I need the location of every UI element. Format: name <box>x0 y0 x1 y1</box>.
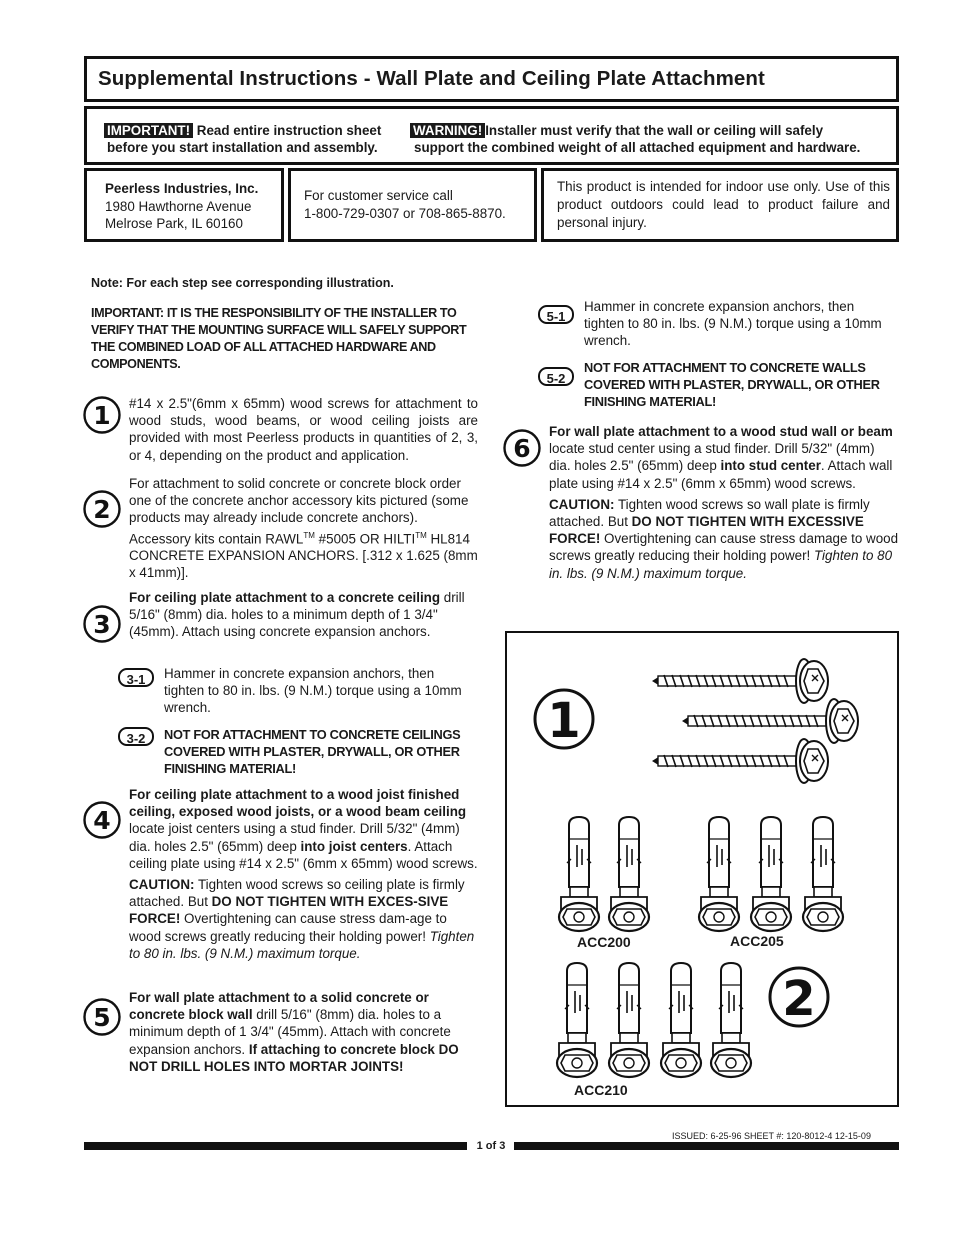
step-6-caution-label: CAUTION: <box>549 496 615 512</box>
figure-label-2: 2 <box>782 971 816 1027</box>
warning-line1: Installer must verify that the wall or ceiling will safely <box>485 123 824 138</box>
step-6-bold: For wall plate attachment to a wood stud wall or beam <box>549 424 893 439</box>
step-2-icon <box>82 489 122 529</box>
step-4-icon <box>82 800 122 840</box>
warning-banner <box>84 106 899 165</box>
step-4-caution-italic: Tighten to 80 in. lbs. (9 N.M.) maximum torque. <box>129 928 475 961</box>
important-notice <box>104 122 381 156</box>
page-title: Supplemental Instructions - Wall Plate and Ceiling Plate Attachment <box>84 56 899 102</box>
company-address <box>84 168 284 242</box>
step-4-body-a: locate joist centers using a stud finder. Drill 5/32" (4mm) dia. holes 2.5" (65mm) deep <box>129 821 460 854</box>
company-name: Peerless Industries, Inc. <box>105 181 259 196</box>
warning-tag: WARNING! <box>410 123 485 138</box>
acc210-label: ACC210 <box>574 1082 628 1098</box>
important-line1: Read entire instruction sheet <box>196 123 382 138</box>
step-6-caution-b: Overtightening can cause stress damage to wood screws greatly reducing their holding power! <box>549 531 899 564</box>
service-phone: 1-800-729-0307 or 708-865-8870. <box>304 205 506 221</box>
footer-bar-left <box>84 1142 467 1150</box>
step-5-bold2: If attaching to concrete block DO NOT DRILL HOLES INTO MORTAR JOINTS! <box>129 1041 459 1074</box>
step-1-icon <box>82 395 122 435</box>
rawl-trademark: TM <box>303 530 315 540</box>
step-5-1-text: Hammer in concrete expansion anchors, then tighten to 80 in. lbs. (9 N.M.) torque using a 10mm wrench. <box>584 299 882 349</box>
step-5-bold: For wall plate attachment to a solid concrete or concrete block wall <box>129 990 429 1023</box>
step-4-bold: For ceiling plate attachment to a wood joist finished ceiling, exposed wood joists, or a wood beam ceiling <box>129 787 467 820</box>
important-tag: IMPORTANT! <box>104 123 193 138</box>
step-5-2-badge: 5-2 <box>538 367 574 386</box>
disclaimer-text: This product is intended for indoor use only. Use of this product outdoors could lead to product failure and personal injury. <box>557 179 890 230</box>
step-3-bold: For ceiling plate attachment to a concrete ceiling <box>129 590 441 605</box>
step-6-bold2: into stud center <box>720 458 821 474</box>
step-4-caution <box>129 876 478 962</box>
step-4-caution-a: Tighten wood screws so ceiling plate is firmly attached. But <box>129 877 465 910</box>
step-4-text <box>129 786 478 962</box>
step-6-caution-a: Tighten wood screws so wall plate is firmly attached. But <box>549 496 870 530</box>
step-1-number: 1 <box>93 401 111 430</box>
step-4-caution-b: Overtightening can cause stress dam-age to wood screws greatly reducing their holding power! <box>129 911 447 944</box>
acc200-label: ACC200 <box>577 934 631 950</box>
step-3-1-text: Hammer in concrete expansion anchors, then tighten to 80 in. lbs. (9 N.M.) torque using a 10mm wrench. <box>164 666 462 716</box>
acc205-label: ACC205 <box>730 933 784 949</box>
step-6-text <box>549 423 899 582</box>
step-5-number: 5 <box>93 1003 111 1032</box>
important-line2: before you start installation and assembly. <box>107 140 378 155</box>
step-5-icon <box>82 997 122 1037</box>
step-5-body: drill 5/16" (8mm) dia. holes to a minimum depth of 1 3/4" (45mm). Attach with concrete expansion anchors. <box>129 1007 451 1057</box>
page-number: 1 of 3 <box>476 1140 506 1152</box>
step-4-caution-bold: DO NOT TIGHTEN WITH EXCES-SIVE FORCE! <box>129 894 449 927</box>
step-1-text: #14 x 2.5"(6mm x 65mm) wood screws for attachment to wood studs, wood beams, or wood ceiling joists are provided with most Peerless products in quantities of 2, 3, or 4, depending on the product and application. <box>129 396 478 463</box>
step-6-icon <box>502 428 542 468</box>
step-6-body-a: locate stud center using a stud finder. Drill 5/32" (4mm) dia. holes 2.5" (65mm) deep <box>549 441 875 474</box>
step-5-text <box>129 989 478 1075</box>
step-4-body-b: . Attach ceiling plate using #14 x 2.5" (6mm x 65mm) wood screws. <box>129 838 478 871</box>
warning-notice <box>410 122 860 156</box>
step-5-2-text: NOT FOR ATTACHMENT TO CONCRETE WALLS COVERED WITH PLASTER, DRYWALL, OR OTHER FINISHING MATERIAL! <box>584 360 880 409</box>
step-6-number: 6 <box>513 434 531 463</box>
step-3-1-badge: 3-1 <box>118 668 154 687</box>
step-2-text <box>129 475 478 582</box>
step-3-number: 3 <box>93 610 111 639</box>
step-6-caution <box>549 496 899 582</box>
step-2-text-c: HL814 CONCRETE EXPANSION ANCHORS. [.312 x 1.625 (8mm x 41mm)]. <box>129 531 478 581</box>
footer-bar-right <box>514 1142 899 1150</box>
step-2-number: 2 <box>93 495 111 524</box>
step-2-text-b: #5005 OR HILTI <box>314 531 416 547</box>
step-3-2-badge: 3-2 <box>118 727 154 746</box>
step-4-caution-label: CAUTION: <box>129 877 195 893</box>
hilti-trademark: TM <box>415 530 427 540</box>
step-6-caution-bold: DO NOT TIGHTEN WITH EXCESSIVE FORCE! <box>549 514 864 547</box>
step-2-text-a: For attachment to solid concrete or concrete block order one of the concrete anchor accessory kits pictured (some products may already include concrete anchors). Accessory kits contain RAWL <box>129 476 469 547</box>
step-6-body-b: . Attach wall plate using #14 x 2.5" (6mm x 65mm) wood screws. <box>549 458 893 491</box>
hardware-illustration <box>505 631 899 1107</box>
step-5-1-badge: 5-1 <box>538 305 574 324</box>
installer-responsibility: IMPORTANT: IT IS THE RESPONSIBILITY OF THE INSTALLER TO VERIFY THAT THE MOUNTING SURFACE WILL SAFELY SUPPORT THE COMBINED LOAD OF ALL ATTACHED HARDWARE AND COMPONENTS. <box>91 306 467 371</box>
note-text: Note: For each step see corresponding illustration. <box>91 276 394 290</box>
indoor-disclaimer <box>541 168 899 242</box>
company-address2: Melrose Park, IL 60160 <box>105 216 243 231</box>
step-3-2-text: NOT FOR ATTACHMENT TO CONCRETE CEILINGS COVERED WITH PLASTER, DRYWALL, OR OTHER FINISHING MATERIAL! <box>164 727 461 776</box>
step-3-body: drill 5/16" (8mm) dia. holes to a minimum depth of 1 3/4" (45mm). Attach using concrete expansion anchors. <box>129 590 465 640</box>
step-4-number: 4 <box>93 806 111 835</box>
company-address1: 1980 Hawthorne Avenue <box>105 198 252 214</box>
customer-service <box>288 168 537 242</box>
step-4-bold2: into joist centers <box>300 838 408 854</box>
hardware-drawing <box>507 633 897 1105</box>
step-6-caution-italic: Tighten to 80 in. lbs. (9 N.M.) maximum torque. <box>549 548 893 581</box>
warning-line2: support the combined weight of all attached equipment and hardware. <box>414 140 861 155</box>
issue-info: ISSUED: 6-25-96 SHEET #: 120-8012-4 12-15-09 <box>672 1131 871 1141</box>
figure-label-1: 1 <box>547 693 581 749</box>
step-3-icon <box>82 604 122 644</box>
service-line1: For customer service call <box>304 188 453 203</box>
step-3-text <box>129 589 478 641</box>
